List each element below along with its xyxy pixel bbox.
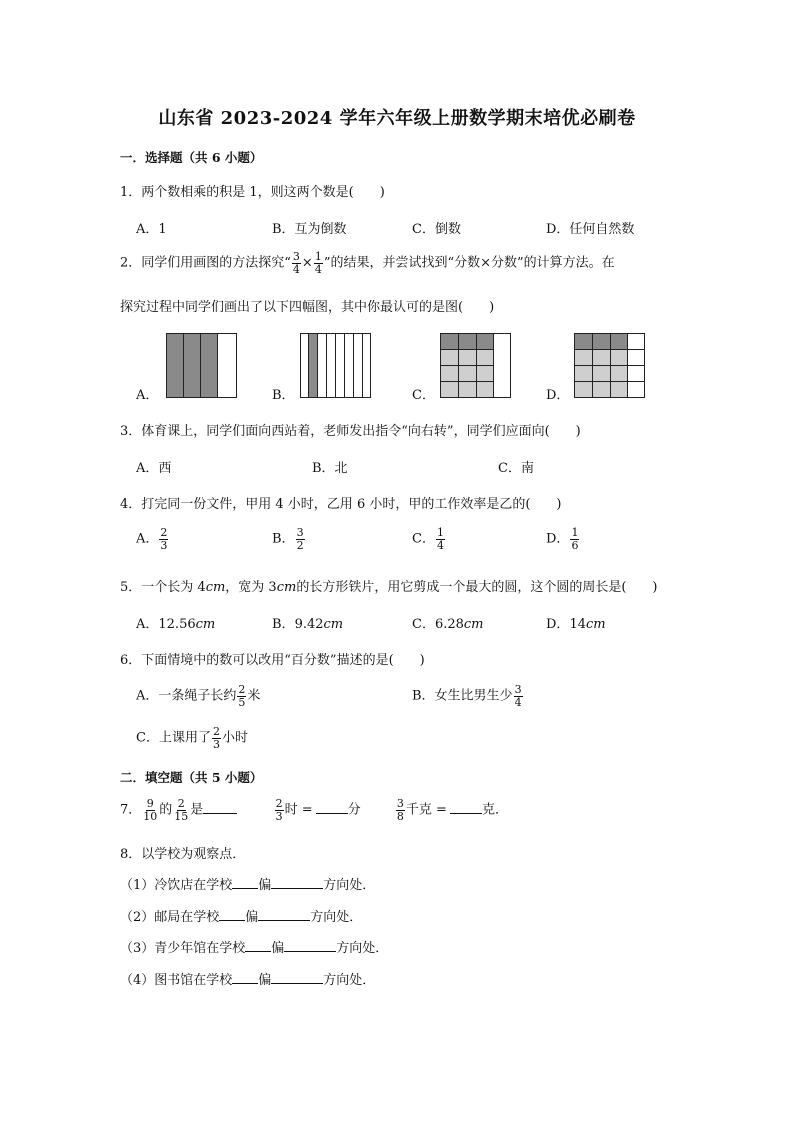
q5-unit-1: cm [205, 580, 226, 595]
page-title: 山东省 2023-2024 学年六年级上册数学期末培优必刷卷 [158, 108, 636, 129]
q2-figure-b[interactable] [300, 333, 372, 399]
q2-option-d[interactable]: D． [546, 388, 570, 403]
q4-option-a[interactable]: A． $\frac{2}{3}$ [136, 526, 168, 552]
q3-option-c[interactable]: C．南 [498, 461, 534, 476]
q8-item-1: （1）冷饮店在学校 偏 方向处． [120, 878, 376, 893]
question-4: 4．打完同一份文件，甲用 4 小时，乙用 6 小时，甲的工作效率是乙的( ) [120, 497, 562, 512]
q8-item-3-blank-2[interactable] [284, 939, 336, 952]
q4-option-d-fraction: $\frac{1}{6}$ [571, 526, 579, 552]
question-2 [120, 251, 615, 275]
q6-option-a[interactable]: A．一条绳子长约 $\frac{2}{5}$ 米 [136, 683, 261, 709]
q2-option-b[interactable]: B． [272, 388, 295, 403]
question-3: 3．体育课上，同学们面向西站着，老师发出指令“向右转”，同学们应面向( ) [120, 424, 581, 439]
q5-option-a[interactable]: A．12.56cm [136, 617, 216, 632]
question-1: 1．两个数相乘的积是 1，则这两个数是( ) [120, 185, 385, 200]
q7-blank-3[interactable] [450, 801, 482, 814]
q1-option-d[interactable]: D．任何自然数 [546, 222, 635, 237]
q8-item-1-blank-2[interactable] [271, 876, 323, 889]
q4-option-b[interactable]: B． $\frac{3}{2}$ [272, 526, 304, 552]
q4-option-c-fraction: $\frac{1}{4}$ [436, 526, 444, 552]
q1-option-b[interactable]: B．互为倒数 [272, 222, 347, 237]
q8-item-1-blank-1[interactable] [232, 876, 258, 889]
q4-option-a-fraction: $\frac{2}{3}$ [160, 526, 168, 552]
question-6: 6．下面情境中的数可以改用“百分数”描述的是( ) [120, 653, 425, 668]
q2-times-sign: × [301, 255, 313, 271]
q3-option-a[interactable]: A．西 [136, 461, 172, 476]
question-8: 8．以学校为观察点． [120, 847, 246, 862]
q7-b-fraction: $\frac{2}{3}$ [275, 797, 283, 823]
q8-item-4: （4）图书馆在学校 偏 方向处． [120, 973, 376, 988]
q7-label: 7． [120, 802, 142, 818]
q7-blank-1[interactable] [203, 801, 237, 814]
q5-option-b[interactable]: B．9.42cm [272, 617, 344, 632]
q6-option-b-fraction: $\frac{3}{4}$ [514, 683, 522, 709]
q6-option-a-fraction: $\frac{2}{5}$ [238, 683, 246, 709]
q8-item-4-blank-1[interactable] [232, 971, 258, 984]
q5-option-d[interactable]: D．14cm [546, 617, 606, 632]
q7-c-fraction: $\frac{3}{8}$ [396, 797, 404, 823]
q8-item-2: （2）邮局在学校 偏 方向处． [120, 910, 363, 925]
q2-text-post: ”的结果，并尝试找到“分数×分数”的计算方法。在 [323, 255, 615, 271]
question-7: 7． $\frac{9}{10}$ 的 $\frac{2}{15}$ 是 $\frac{2}{3}$ 时 = 分 $\frac{3}{8}$ 千克 = 克． [120, 797, 508, 823]
q7-a-fraction-2: $\frac{2}{15}$ [174, 797, 189, 823]
q8-item-4-blank-2[interactable] [271, 971, 323, 984]
q8-item-2-blank-1[interactable] [219, 908, 245, 921]
q6-option-c[interactable]: C．上课用了 $\frac{2}{3}$ 小时 [136, 725, 248, 751]
q1-option-c[interactable]: C．倒数 [412, 222, 461, 237]
section-heading-choice: 一．选择题（共 6 小题） [120, 150, 263, 165]
q2-option-c[interactable]: C． [412, 388, 435, 403]
q2-text-pre: 2．同学们用画图的方法探究“ [120, 255, 291, 271]
q7-a-fraction-1: $\frac{9}{10}$ [143, 797, 158, 823]
q1-option-a[interactable]: A．1 [136, 222, 167, 237]
q4-option-b-fraction: $\frac{3}{2}$ [296, 526, 304, 552]
q4-option-d[interactable]: D． $\frac{1}{6}$ [546, 526, 579, 552]
q6-option-b[interactable]: B．女生比男生少 $\frac{3}{4}$ [412, 683, 522, 709]
q2-figure-a[interactable] [166, 333, 238, 399]
question-2-line-2: 探究过程中同学们画出了以下四幅图，其中你最认可的是图( ) [120, 300, 495, 315]
q7-blank-2[interactable] [316, 801, 348, 814]
q4-option-c[interactable]: C． $\frac{1}{4}$ [412, 526, 444, 552]
q2-option-a[interactable]: A． [136, 388, 159, 403]
question-5: 5．一个长为 4cm，宽为 3cm的长方形铁片，用它剪成一个最大的圆，这个圆的周长是( ) [120, 580, 658, 595]
q3-option-b[interactable]: B．北 [312, 461, 348, 476]
q6-option-c-fraction: $\frac{2}{3}$ [212, 725, 220, 751]
q2-fraction-2: $\frac{1}{4}$ [314, 250, 322, 276]
q5-unit-2: cm [276, 580, 297, 595]
q8-item-2-blank-2[interactable] [258, 908, 310, 921]
q2-figure-d[interactable] [574, 333, 646, 399]
q2-fraction-1: $\frac{3}{4}$ [292, 250, 300, 276]
q2-figure-c[interactable] [440, 333, 512, 399]
section-heading-fill: 二．填空题（共 5 小题） [120, 770, 263, 785]
q8-item-3-blank-1[interactable] [245, 939, 271, 952]
q5-option-c[interactable]: C．6.28cm [412, 617, 484, 632]
q8-item-3: （3）青少年馆在学校 偏 方向处． [120, 941, 389, 956]
